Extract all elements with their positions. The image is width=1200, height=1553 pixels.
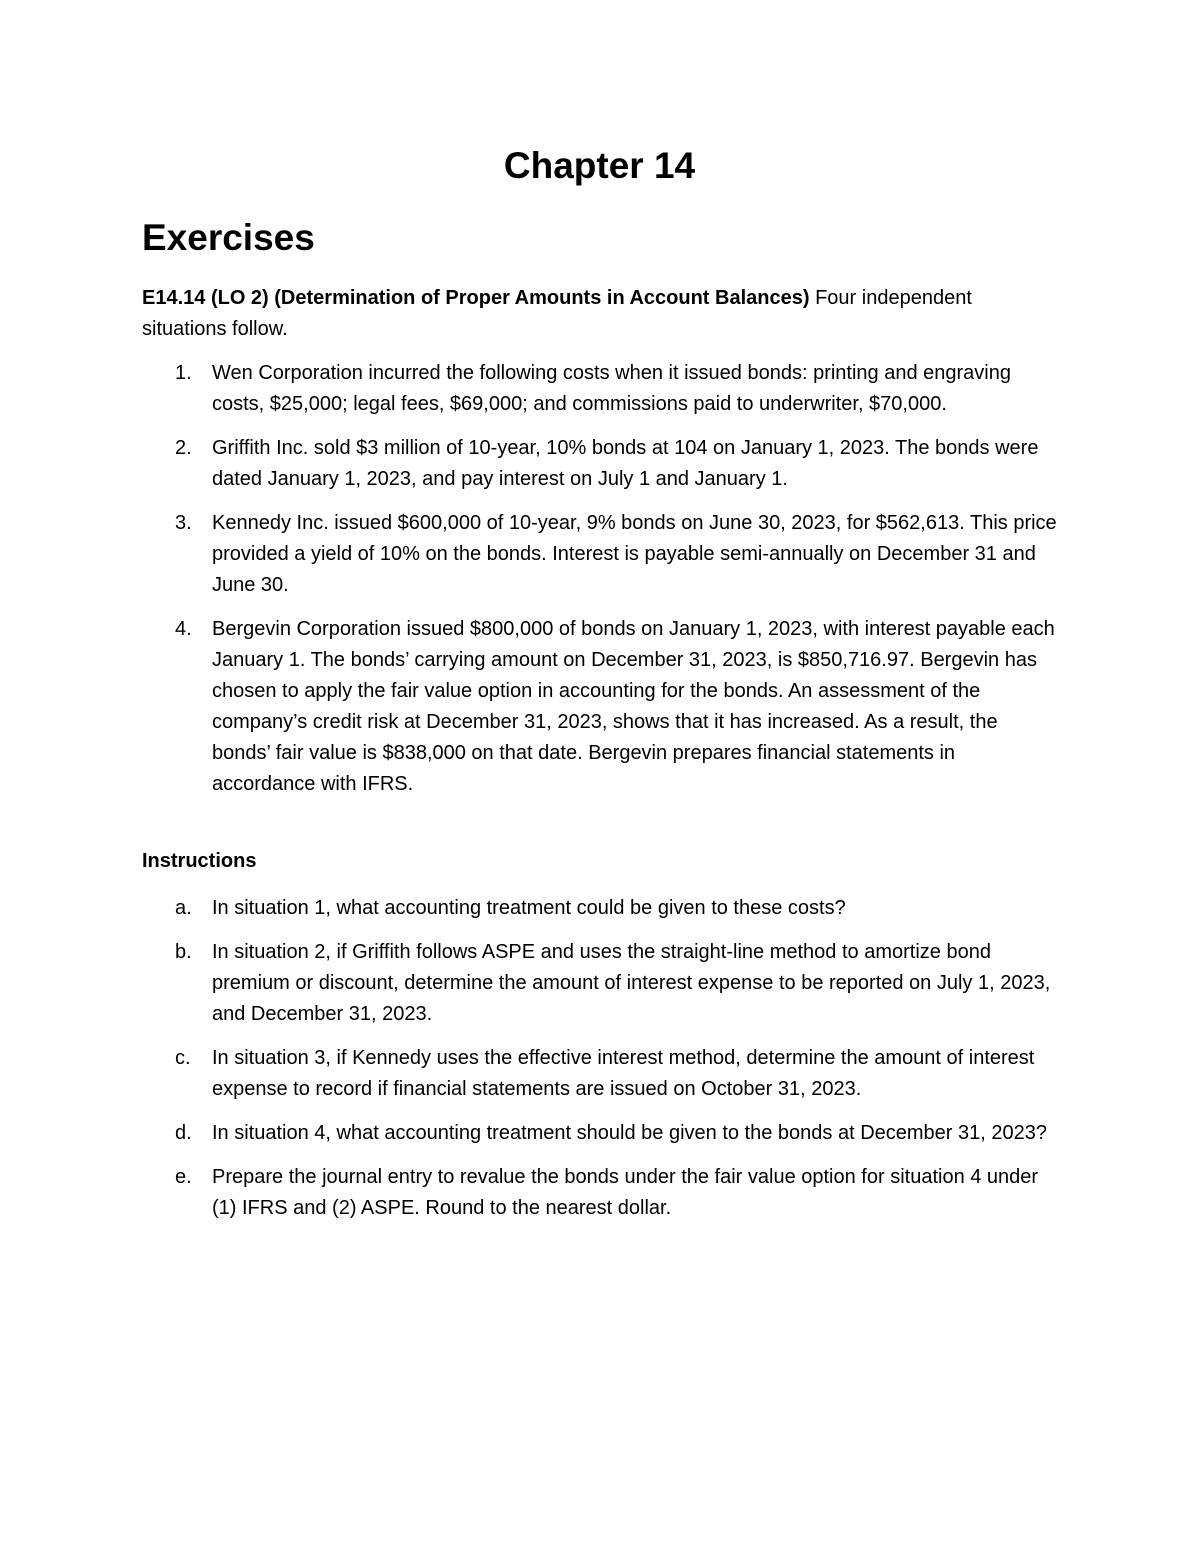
exercise-heading: E14.14 (LO 2) (Determination of Proper Amounts in Account Balances) — [142, 287, 810, 309]
instruction-marker: a. — [175, 897, 192, 919]
situation-marker: 3. — [175, 512, 192, 534]
instruction-item — [142, 1118, 1057, 1149]
instruction-item — [142, 1162, 1057, 1224]
instruction-item — [142, 1043, 1057, 1105]
situation-marker: 4. — [175, 618, 192, 640]
instruction-marker: b. — [175, 941, 192, 963]
chapter-title: Chapter 14 — [503, 145, 696, 186]
instructions-title: Instructions — [142, 850, 257, 872]
situation-marker: 2. — [175, 437, 192, 459]
situation-text: Griffith Inc. sold $3 million of 10-year, 10% bonds at 104 on January 1, 2023. The bonds were dated January 1, 2023, and pay interest on July 1 and January 1. — [212, 437, 1039, 490]
situation-item — [142, 358, 1057, 420]
situation-item — [142, 508, 1057, 601]
instruction-marker: e. — [175, 1166, 192, 1188]
section-title: Exercises — [142, 217, 315, 258]
exercise-intro-text: Four independent situations follow. — [142, 287, 972, 340]
situation-item — [142, 433, 1057, 495]
situation-marker: 1. — [175, 362, 192, 384]
exercise-intro — [142, 283, 1057, 345]
instruction-text: In situation 3, if Kennedy uses the effective interest method, determine the amount of interest expense to record if financial statements are issued on October 31, 2023. — [212, 1047, 1035, 1100]
instructions-list — [142, 893, 1057, 1237]
situation-item — [142, 614, 1057, 800]
situation-text: Bergevin Corporation issued $800,000 of bonds on January 1, 2023, with interest payable each January 1. The bonds’ carrying amount on December 31, 2023, is $850,716.97. Bergevin has chosen to apply the fair value option in accounting for the bonds. An assessment of the company’s credit risk at December 31, 2023, shows that it has increased. As a result, the bonds’ fair value is $838,000 on that date. Bergevin prepares financial statements in accordance with IFRS. — [212, 618, 1055, 795]
situations-list — [142, 358, 1057, 813]
instruction-marker: d. — [175, 1122, 192, 1144]
situation-text: Wen Corporation incurred the following costs when it issued bonds: printing and engraving costs, $25,000; legal fees, $69,000; and commissions paid to underwriter, $70,000. — [212, 362, 1011, 415]
instruction-item — [142, 937, 1057, 1030]
instruction-item — [142, 893, 1057, 924]
instruction-text: Prepare the journal entry to revalue the bonds under the fair value option for situation 4 under (1) IFRS and (2) ASPE. Round to the nearest dollar. — [212, 1166, 1039, 1219]
instruction-text: In situation 1, what accounting treatment could be given to these costs? — [212, 897, 846, 919]
instruction-marker: c. — [175, 1047, 191, 1069]
instruction-text: In situation 4, what accounting treatment should be given to the bonds at December 31, 2023? — [212, 1122, 1047, 1144]
situation-text: Kennedy Inc. issued $600,000 of 10-year, 9% bonds on June 30, 2023, for $562,613. This price provided a yield of 10% on the bonds. Interest is payable semi-annually on December 31 and June 30. — [212, 512, 1057, 596]
instruction-text: In situation 2, if Griffith follows ASPE and uses the straight-line method to amortize bond premium or discount, determine the amount of interest expense to be reported on July 1, 2023, and December 31, 2023. — [212, 941, 1051, 1025]
